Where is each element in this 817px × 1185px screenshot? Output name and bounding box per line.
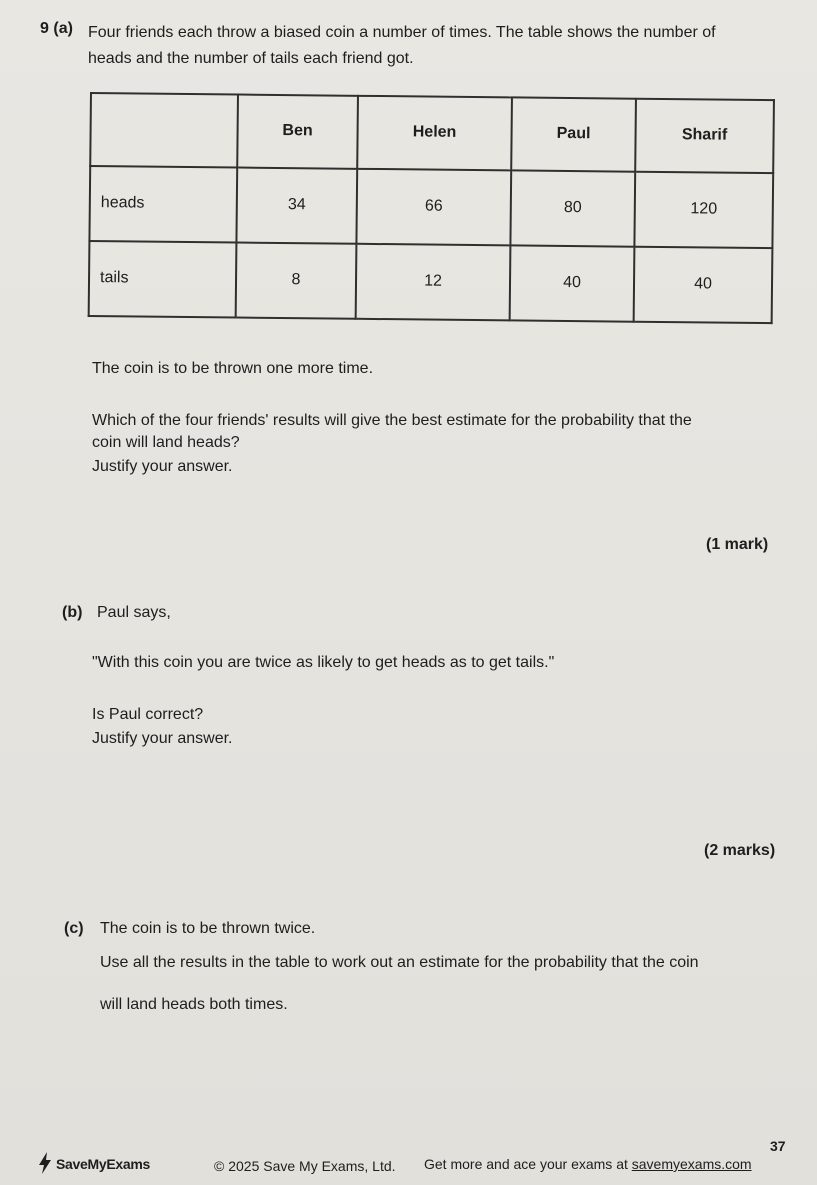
cell-helen-heads: 66	[356, 169, 511, 246]
footer-promo	[424, 1156, 752, 1172]
question-intro	[88, 20, 788, 72]
table-header-row	[90, 93, 774, 173]
part-a-marks: (1 mark)	[706, 536, 769, 553]
row-label-heads: heads	[89, 166, 237, 243]
cell-sharif-tails: 40	[634, 247, 773, 323]
results-table	[88, 92, 775, 324]
footer-link[interactable]: savemyexams.com	[631, 1156, 752, 1172]
part-b-line-3: Justify your answer.	[92, 730, 233, 747]
table-row-heads	[89, 166, 773, 248]
table-header-helen: Helen	[357, 96, 512, 171]
part-c-line-1: The coin is to be thrown twice.	[100, 920, 316, 937]
part-a-line-3: coin will land heads?	[92, 434, 240, 451]
part-a-line-1: The coin is to be thrown one more time.	[92, 360, 374, 377]
footer-promo-text: Get more and ace your exams at	[424, 1156, 628, 1172]
intro-line-2: heads and the number of tails each friend got.	[88, 50, 414, 67]
row-label-tails: tails	[89, 241, 237, 318]
part-b-label: (b)	[62, 604, 83, 621]
cell-paul-heads: 80	[510, 170, 635, 246]
page-number: 37	[770, 1138, 786, 1154]
part-b-quote: "With this coin you are twice as likely to get heads as to get tails."	[92, 654, 555, 671]
cell-helen-tails: 12	[356, 244, 511, 321]
table-header-empty	[90, 93, 238, 167]
table-header-ben: Ben	[237, 95, 358, 169]
part-b-line-1: Paul says,	[97, 604, 171, 621]
part-c-line-3: will land heads both times.	[100, 996, 288, 1013]
intro-line-1: Four friends each throw a biased coin a number of times. The table shows the number of	[88, 24, 716, 41]
part-c-label: (c)	[64, 920, 84, 937]
lightning-bolt-icon	[38, 1152, 52, 1174]
part-b-marks: (2 marks)	[704, 842, 776, 859]
cell-paul-tails: 40	[510, 245, 635, 321]
savemyexams-logo	[38, 1152, 52, 1179]
question-number: 9 (a)	[40, 20, 73, 37]
part-a-line-4: Justify your answer.	[92, 458, 233, 475]
part-a-label: (a)	[53, 20, 73, 37]
brand-name: SaveMyExams	[56, 1156, 150, 1172]
table-row-tails	[89, 241, 773, 323]
part-a-line-2: Which of the four friends' results will give the best estimate for the probability that the	[92, 412, 692, 429]
footer-copyright: © 2025 Save My Exams, Ltd.	[214, 1158, 396, 1174]
cell-ben-tails: 8	[236, 242, 357, 318]
table-header-paul: Paul	[511, 97, 636, 171]
part-c-line-2: Use all the results in the table to work out an estimate for the probability that the coin	[100, 954, 699, 971]
cell-sharif-heads: 120	[634, 172, 773, 248]
table-header-sharif: Sharif	[635, 99, 774, 173]
cell-ben-heads: 34	[236, 167, 357, 243]
part-b-line-2: Is Paul correct?	[92, 706, 204, 723]
